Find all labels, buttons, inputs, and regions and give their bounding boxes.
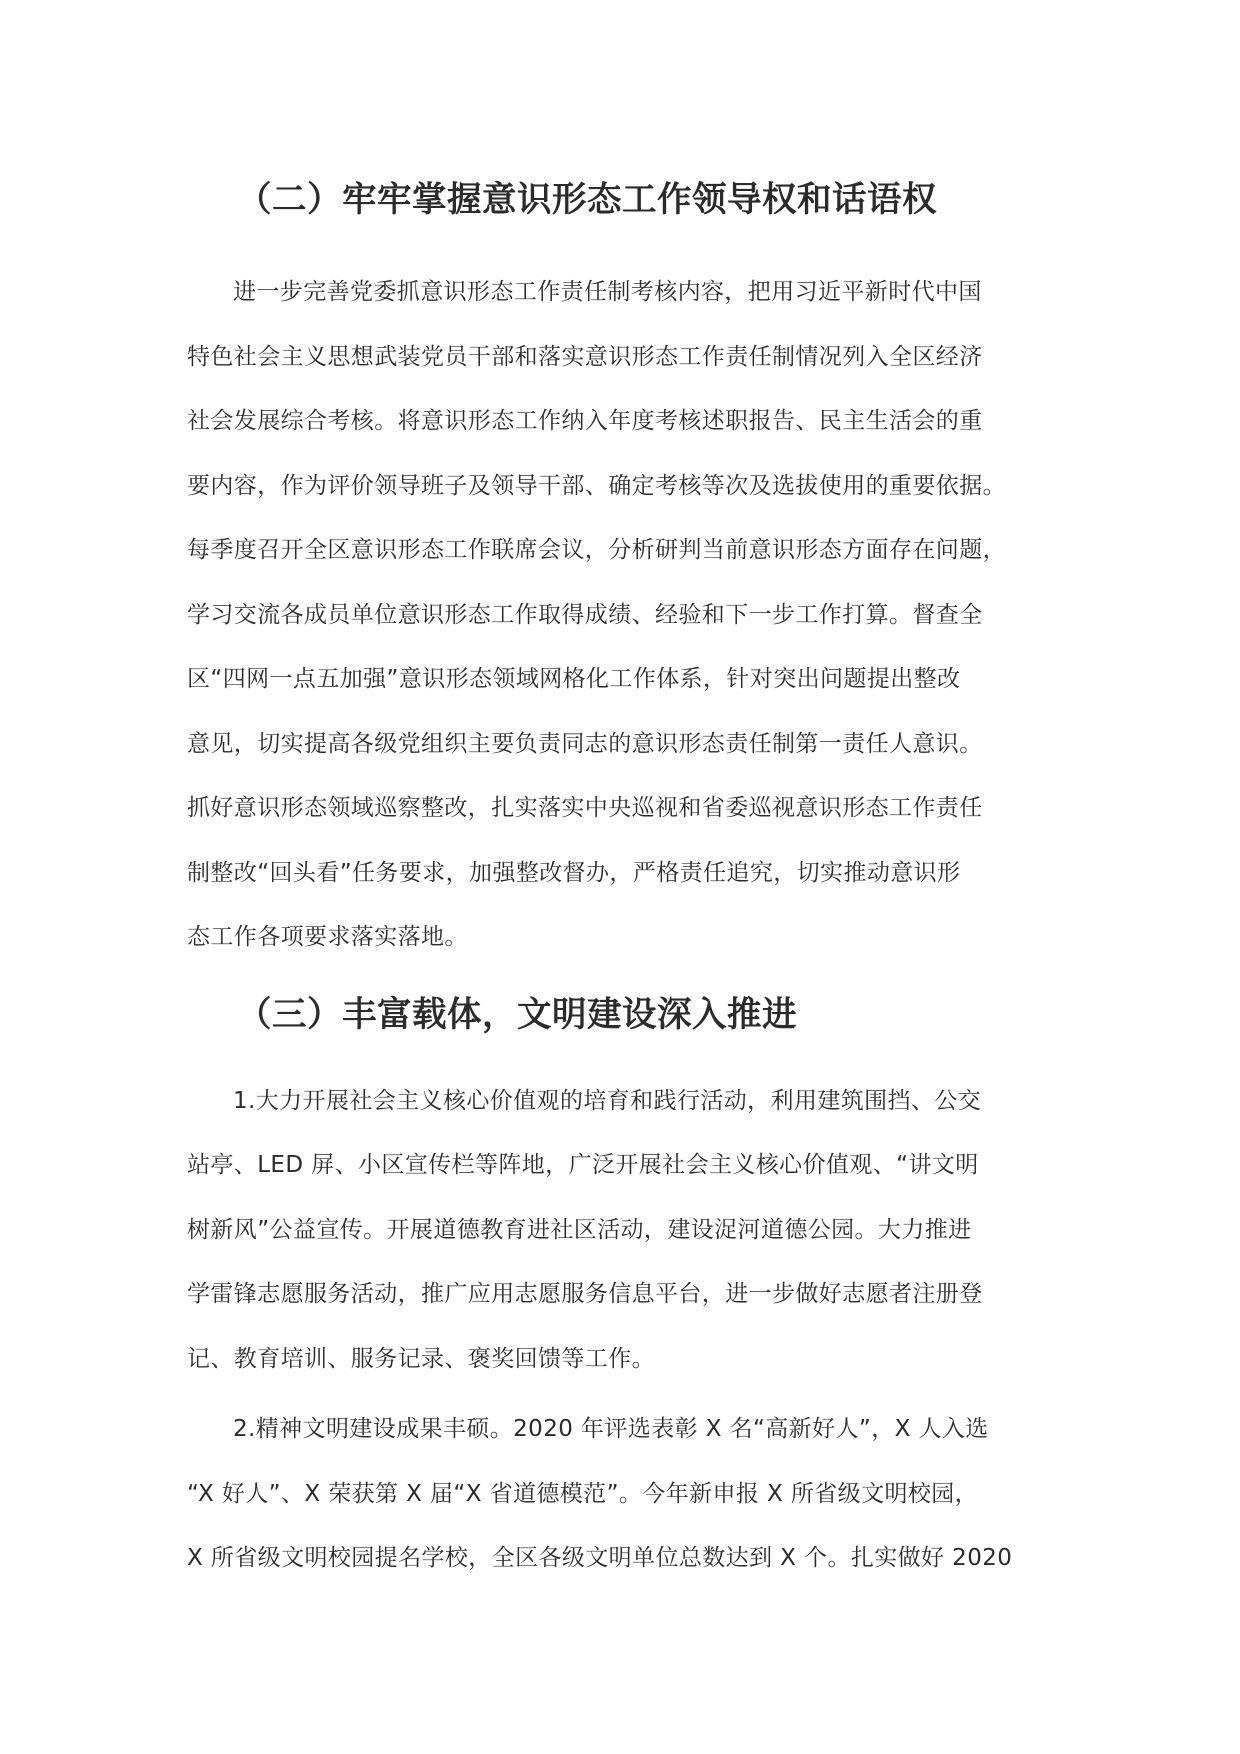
text-line: 学习交流各成员单位意识形态工作取得成绩、经验和下一步工作打算。督查全	[187, 601, 983, 628]
text-line: 态工作各项要求落实落地。	[187, 924, 468, 950]
text-line: 社会发展综合考核。将意识形态工作纳入年度考核述职报告、民主生活会的重	[187, 408, 983, 434]
text-line: X 所省级文明校园提名学校，全区各级文明单位总数达到 X 个。扎实做好 2020	[187, 1545, 1013, 1571]
text-line: 1.大力开展社会主义核心价值观的培育和践行活动，利用建筑围挡、公交	[233, 1087, 982, 1114]
section-heading-3: （三）丰富载体，文明建设深入推进	[237, 994, 797, 1035]
text-line: 每季度召开全区意识形态工作联席会议，分析研判当前意识形态方面存在问题，	[187, 537, 1006, 563]
text-line: 2.精神文明建设成果丰硕。2020 年评选表彰 X 名“高新好人”，X 人入选	[233, 1416, 989, 1442]
text-line: 树新风”公益宣传。开展道德教育进社区活动，建设浞河道德公园。大力推进	[187, 1216, 972, 1243]
text-line: 学雷锋志愿服务活动，推广应用志愿服务信息平台，进一步做好志愿者注册登	[187, 1281, 983, 1307]
text-line: 站亭、LED 屏、小区宣传栏等阵地，广泛开展社会主义核心价值观、“讲文明	[187, 1152, 979, 1178]
document-body	[187, 180, 1057, 1591]
text-line: 进一步完善党委抓意识形态工作责任制考核内容，把用习近平新时代中国	[233, 279, 982, 305]
text-line: 记、教育培训、服务记录、褒奖回馈等工作。	[187, 1345, 655, 1372]
section-heading-2: （二）牢牢掌握意识形态工作领导权和话语权	[237, 180, 937, 220]
section-3-paragraph-2	[187, 1397, 1057, 1591]
text-line: 特色社会主义思想武装党员干部和落实意识形态工作责任制情况列入全区经济	[187, 343, 983, 370]
text-line: 制整改“回头看”任务要求，加强整改督办，严格责任追究，切实推动意识形	[187, 859, 961, 886]
text-line: 要内容，作为评价领导班子及领导干部、确定考核等次及选拔使用的重要依据。	[187, 472, 1006, 499]
section-2-paragraph-1	[187, 260, 1057, 970]
text-line: 区“四网一点五加强”意识形态领域网格化工作体系，针对突出问题提出整改	[187, 666, 961, 692]
section-3-paragraph-1	[187, 1069, 1057, 1392]
text-line: 意见，切实提高各级党组织主要负责同志的意识形态责任制第一责任人意识。	[187, 730, 983, 757]
text-line: 抓好意识形态领域巡察整改，扎实落实中央巡视和省委巡视意识形态工作责任	[187, 795, 983, 821]
text-line: “X 好人”、X 荣获第 X 届“X 省道德模范”。今年新申报 X 所省级文明校园，	[187, 1480, 979, 1507]
